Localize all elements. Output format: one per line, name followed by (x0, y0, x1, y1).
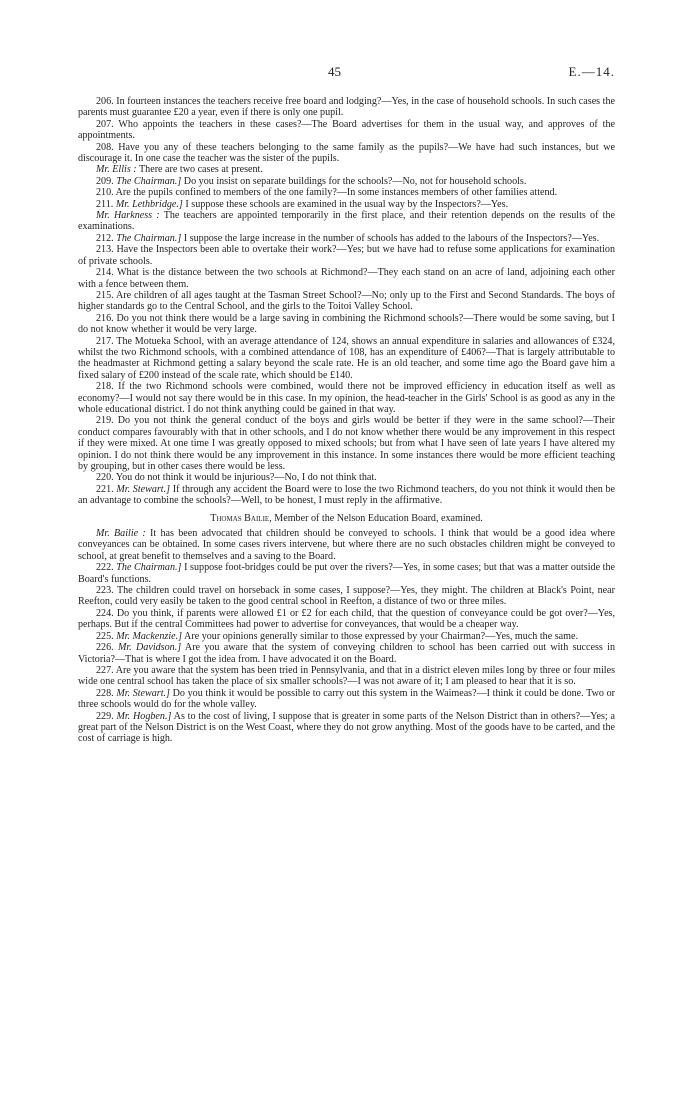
evidence-paragraph (78, 665, 615, 688)
evidence-paragraph (78, 164, 615, 175)
paragraph-text: It has been advocated that children should be conveyed to schools. I think that would be a good idea where conveyances can be obtained. In some cases rivers intervene, but where there are no such obstacles children might be conveyed to school, at great benefit to themselves and a saving to the Board. (78, 528, 615, 562)
evidence-paragraph (78, 336, 615, 382)
speaker: The Chairman.] (116, 175, 182, 187)
question-number: 206. (96, 96, 114, 107)
speaker: Mr. Lethbridge.] (115, 198, 183, 210)
paragraph-text: Have you any of these teachers belonging to the same family as the pupils?—We have had such instances, but we discourage it. In one case the teacher was the sister of the pupils. (78, 141, 615, 165)
evidence-paragraph (78, 415, 615, 472)
paragraph-text: Do you think, if parents were allowed £1 or £2 for each child, that the question of conveyance could be got over?—Yes, perhaps. But if the central Committees had power to advertise for conveyances, that would be a cheaper way. (78, 607, 615, 631)
evidence-paragraph (78, 472, 615, 483)
evidence-paragraph (78, 233, 615, 244)
question-number: 220. (96, 472, 114, 484)
evidence-paragraph (78, 642, 615, 665)
question-number: 226. (96, 642, 114, 654)
evidence-paragraph (78, 711, 615, 745)
paragraph-text: Are children of all ages taught at the Tasman Street School?—No; only up to the First and Second Standards. The boys of higher standards go to the Central School, and the girls to the Toitoi Valley School. (78, 289, 615, 313)
paragraph-text: If through any accident the Board were to lose the two Richmond teachers, do you not think it would then be an advantage to combine the schools?—Well, to be honest, I must reply in the affirmative. (78, 483, 616, 507)
paragraph-text: Have the Inspectors been able to overtake their work?—Yes; but we have had to refuse some applications for examination of private schools. (78, 244, 615, 267)
question-number: 216. (96, 312, 114, 324)
paragraph-text: Do you think it would be possible to carry out this system in the Waimeas?—I think it could be done. Two or three schools would do for the whole valley. (78, 687, 615, 711)
question-number: 219. (96, 415, 114, 427)
speaker: Mr. Bailie : (96, 528, 146, 540)
evidence-paragraph (78, 244, 615, 267)
question-number: 218. (96, 381, 114, 393)
evidence-paragraph (78, 562, 615, 585)
paragraph-text: Do you not think the general conduct of the boys and girls would be better if they were in the same school?—Their conduct compares favourably with that in other schools, and I do not know whether there would be any improvement in this respect if they were mixed. At one time I was greatly opposed to mixed schools; but from what I have seen of late years I have altered my opinion. I do not think there would be any improvement in this instance. In some instances there would be more efficient teaching by grouping, but in other cases there would be less. (78, 415, 615, 472)
evidence-paragraph (78, 187, 615, 198)
question-number: 213. (96, 244, 114, 256)
speaker: The Chairman.] (116, 232, 182, 244)
witness-name: Thomas Bailie (210, 512, 270, 524)
paragraph-text: I suppose the large increase in the number of schools has added to the labours of the Inspectors?—Yes. (183, 232, 600, 244)
speaker: Mr. Ellis : (96, 164, 137, 176)
evidence-section-1 (78, 96, 615, 507)
evidence-paragraph (78, 631, 615, 642)
evidence-paragraph (78, 96, 615, 119)
question-number: 212. (96, 232, 114, 244)
question-number: 224. (96, 607, 114, 619)
paragraph-text: In fourteen instances the teachers receive free board and lodging?—Yes, in the case of household schools. In such cases the parents must guarantee £20 a year, even if there is only one pupil. (78, 96, 615, 119)
question-number: 210. (96, 187, 114, 199)
question-number: 209. (96, 175, 114, 187)
evidence-paragraph (78, 608, 615, 631)
question-number: 223. (96, 585, 114, 597)
question-number: 227. (96, 664, 114, 676)
speaker: The Chairman.] (116, 562, 182, 574)
paragraph-text: Are you aware that the system of conveying children to school has been carried out with success in Victoria?—That is where I got the idea from. I have advocated it on the Board. (78, 642, 615, 665)
speaker: Mr. Mackenzie.] (116, 630, 183, 642)
paragraph-text: The teachers are appointed temporarily in the first place, and their retention depends on the results of the examinations. (78, 210, 615, 233)
evidence-body (78, 96, 615, 745)
evidence-paragraph (78, 119, 615, 142)
page-header (78, 64, 615, 84)
paragraph-text: Do you insist on separate buildings for the schools?—No, not for household schools. (183, 175, 527, 187)
paragraph-text: Are your opinions generally similar to those expressed by your Chairman?—Yes, much the same. (184, 630, 578, 642)
paragraph-text: If the two Richmond schools were combined, would there not be improved efficiency in education itself as well as economy?—I would not say there would be in this case. In my opinion, the head-teacher in the Girls' School is as good as any in the whole educational district. I do not think anything could be gained in that way. (78, 381, 615, 415)
evidence-paragraph (78, 484, 615, 507)
evidence-paragraph (78, 199, 615, 210)
paragraph-text: I suppose these schools are examined in the usual way by the Inspectors?—Yes. (185, 198, 509, 210)
witness-description: , Member of the Nelson Education Board, examined. (269, 512, 483, 524)
speaker: Mr. Stewart.] (116, 687, 170, 699)
question-number: 229. (96, 710, 114, 722)
speaker: Mr. Harkness : (96, 210, 160, 222)
paragraph-text: Are the pupils confined to members of the one family?—In some instances members of other families attend. (115, 187, 558, 199)
paragraph-text: I suppose foot-bridges could be put over the rivers?—Yes, in some cases; but that was a matter outside the Board's functions. (78, 562, 616, 585)
paragraph-text: The Motueka School, with an average attendance of 124, shows an annual expenditure in salaries and allowances of £324, whilst the two Richmond schools, with a combined attendance of 108, has an expenditure of £406?—That is largely attributable to the headmaster at Richmond getting a salary beyond the scale rate. He is an old teacher, and some time ago the Board gave him a fixed salary of £200 instead of the scale rate, which should be £140. (78, 335, 615, 381)
paragraph-text: Do you not think there would be a large saving in combining the Richmond schools?—There would be some saving, but I do not know whether it would be very large. (78, 312, 616, 336)
paragraph-text: Who appoints the teachers in these cases?—The Board advertises for them in the usual way, and approves of the appointments. (78, 118, 616, 142)
evidence-paragraph (78, 688, 615, 711)
evidence-paragraph (78, 313, 615, 336)
speaker: Mr. Davidson.] (117, 642, 182, 654)
evidence-paragraph (78, 142, 615, 165)
question-number: 217. (96, 335, 114, 347)
evidence-paragraph (78, 585, 615, 608)
evidence-paragraph (78, 290, 615, 313)
question-number: 228. (96, 687, 114, 699)
paragraph-text: You do not think it would be injurious?—No, I do not think that. (115, 472, 377, 484)
evidence-section-2 (78, 528, 615, 745)
evidence-paragraph (78, 381, 615, 415)
paragraph-text: The children could travel on horseback in some cases, I suppose?—Yes, they might. The children at Black's Point, near Reefton, could very easily be taken to the good central school in Reefton, a distance of two or three miles. (78, 585, 615, 608)
paragraph-text: What is the distance between the two schools at Richmond?—They each stand on an acre of land, adjoining each other with a fence between them. (78, 267, 616, 290)
document-page (78, 64, 615, 745)
question-number: 211. (96, 198, 114, 210)
page-number: 45 (328, 64, 341, 79)
document-reference: E.—14. (568, 64, 615, 79)
question-number: 221. (96, 483, 114, 495)
evidence-paragraph (78, 210, 615, 233)
witness-heading (78, 513, 615, 524)
speaker: Mr. Hogben.] (116, 710, 172, 722)
question-number: 207. (96, 118, 114, 130)
evidence-paragraph (78, 267, 615, 290)
question-number: 222. (96, 562, 114, 574)
paragraph-text: There are two cases at present. (139, 164, 263, 176)
question-number: 215. (96, 289, 114, 301)
question-number: 208. (96, 141, 114, 153)
paragraph-text: Are you aware that the system has been tried in Pennsylvania, and that in a district eleven miles long by three or four miles wide one central school has taken the place of six smaller schools?—I was not aware of it; I am pleased to hear that it is so. (78, 664, 615, 688)
speaker: Mr. Stewart.] (116, 483, 171, 495)
question-number: 214. (96, 267, 114, 279)
evidence-paragraph (78, 528, 615, 562)
question-number: 225. (96, 630, 114, 642)
paragraph-text: As to the cost of living, I suppose that is greater in some parts of the Nelson District than in others?—Yes; a great part of the Nelson District is on the West Coast, where they do not grow anything. Most of the goods have to be carted, and the cost of carriage is high. (78, 710, 615, 745)
evidence-paragraph (78, 176, 615, 187)
